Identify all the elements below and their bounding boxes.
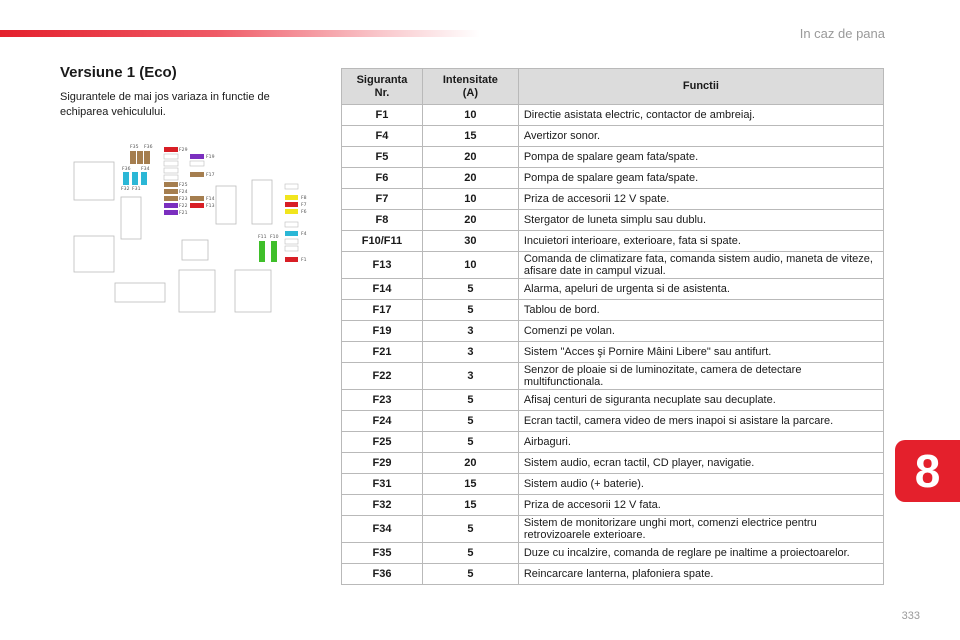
fuse-f13: [190, 203, 204, 208]
fuse-amperage: 10: [422, 189, 518, 210]
fuse-amperage: 20: [422, 168, 518, 189]
fuse-label: F8: [301, 196, 307, 201]
fuse-number: F14: [342, 279, 423, 300]
fuse-function: Comanda de climatizare fata, comanda sistem audio, maneta de viteze, afisare date in campul vizual.: [518, 252, 883, 279]
fuse-f34: [144, 151, 150, 164]
table-row: [342, 543, 884, 564]
fuse-number: F13: [342, 252, 423, 279]
fuse-f23: [164, 196, 178, 201]
table-row: [342, 126, 884, 147]
fuse-function: Tablou de bord.: [518, 300, 883, 321]
fuse-f6: [285, 209, 298, 214]
table-row: [342, 495, 884, 516]
fuse-amperage: 10: [422, 252, 518, 279]
fuse-slot: [285, 184, 298, 189]
fuse-table: [341, 68, 884, 585]
module-outline: [179, 270, 215, 312]
fuse-amperage: 20: [422, 453, 518, 474]
fuse-f32: [123, 172, 129, 185]
page-number: 333: [901, 610, 920, 622]
column-header-functions: [518, 69, 883, 105]
fuse-number: F35: [342, 543, 423, 564]
table-row: [342, 342, 884, 363]
fuse-number: F17: [342, 300, 423, 321]
fuse-slot: [164, 154, 178, 159]
fuse-slot: [285, 239, 298, 244]
fuse-number: F7: [342, 189, 423, 210]
table-row: [342, 105, 884, 126]
fuse-number: F10/F11: [342, 231, 423, 252]
fuse-amperage: 5: [422, 279, 518, 300]
fuse-f4: [285, 231, 298, 236]
fuse-label: F13: [206, 204, 215, 209]
fuse-amperage: 15: [422, 495, 518, 516]
fuse-amperage: 3: [422, 363, 518, 390]
table-row: [342, 432, 884, 453]
header-text: Intensitate (A): [442, 73, 498, 99]
fuse-function: Directie asistata electric, contactor de ambreiaj.: [518, 105, 883, 126]
fuse-function: Alarma, apeluri de urgenta si de asistenta.: [518, 279, 883, 300]
table-row: [342, 363, 884, 390]
fuse-function: Ecran tactil, camera video de mers inapoi si asistare la parcare.: [518, 411, 883, 432]
fuse-slot: [164, 168, 178, 173]
fuse-label: F21: [179, 211, 188, 216]
table-row: [342, 300, 884, 321]
fuse-function: Priza de accesorii 12 V spate.: [518, 189, 883, 210]
fuse-f25: [164, 182, 178, 187]
table-row: [342, 210, 884, 231]
fuse-function: Duze cu incalzire, comanda de reglare pe inaltime a proiectoarelor.: [518, 543, 883, 564]
fuse-label: F24: [179, 190, 188, 195]
fuse-label: F23: [179, 197, 188, 202]
table-row: [342, 279, 884, 300]
fuse-number: F1: [342, 105, 423, 126]
fuse-function: Priza de accesorii 12 V fata.: [518, 495, 883, 516]
fuse-label: F29: [179, 148, 188, 153]
fuse-label: F35: [130, 145, 139, 150]
fuse-function: Afisaj centuri de siguranta necuplate sau decuplate.: [518, 390, 883, 411]
module-outline: [74, 236, 114, 272]
fuse-function: Sistem "Acces şi Pornire Mâini Libere" sau antifurt.: [518, 342, 883, 363]
fuse-label: F31: [132, 187, 141, 192]
fuse-slot: [164, 161, 178, 166]
fuse-f14: [190, 196, 204, 201]
fuse-label: F34: [141, 167, 150, 172]
section-header-label: In caz de pana: [799, 26, 885, 41]
fuse-label: F6: [301, 210, 307, 215]
fuse-number: F24: [342, 411, 423, 432]
fuse-f19: [190, 154, 204, 159]
fuse-amperage: 15: [422, 126, 518, 147]
fuse-amperage: 30: [422, 231, 518, 252]
fuse-label: F11: [258, 235, 267, 240]
table-row: [342, 453, 884, 474]
fuse-number: F29: [342, 453, 423, 474]
table-row: [342, 189, 884, 210]
intro-text: Sigurantele de mai jos variaza in functie de echiparea vehiculului.: [60, 91, 270, 118]
fuse-amperage: 15: [422, 474, 518, 495]
table-row: [342, 411, 884, 432]
fuse-number: F23: [342, 390, 423, 411]
fuse-f29: [164, 147, 178, 152]
fuse-function: Comenzi pe volan.: [518, 321, 883, 342]
fuse-amperage: 20: [422, 147, 518, 168]
module-outline: [235, 270, 271, 312]
fuse-number: F36: [342, 564, 423, 585]
fuse-f7: [285, 202, 298, 207]
column-header-fuse: [342, 69, 423, 105]
fuse-number: F22: [342, 363, 423, 390]
fuse-label: F25: [179, 183, 188, 188]
module-outline: [252, 180, 272, 224]
section-title: Versiune 1 (Eco): [60, 64, 177, 81]
table-row: [342, 231, 884, 252]
fuse-f22: [164, 203, 178, 208]
table-row: [342, 390, 884, 411]
fuse-function: Sistem audio, ecran tactil, CD player, navigatie.: [518, 453, 883, 474]
fuse-function: Avertizor sonor.: [518, 126, 883, 147]
fuse-number: F6: [342, 168, 423, 189]
fuse-label: F22: [179, 204, 188, 209]
fuse-f17: [190, 172, 204, 177]
fuse-label: F32: [121, 187, 130, 192]
fuse-label: F1: [301, 258, 307, 263]
fuse-f10: [271, 241, 277, 262]
fuse-f1: [285, 257, 298, 262]
table-row: [342, 564, 884, 585]
fuse-slot: [285, 246, 298, 251]
module-outline: [115, 283, 165, 302]
fuse-slot: [164, 175, 178, 180]
fuse-cyan: [141, 172, 147, 185]
fuse-function: Pompa de spalare geam fata/spate.: [518, 147, 883, 168]
fuse-function: Senzor de ploaie si de luminozitate, camera de detectare multifunctionala.: [518, 363, 883, 390]
fuse-f8: [285, 195, 298, 200]
table-row: [342, 321, 884, 342]
fuse-label: F14: [206, 197, 215, 202]
chapter-tab: [895, 440, 960, 502]
fuse-slot: [285, 222, 298, 227]
module-outline: [216, 186, 236, 224]
fuse-amperage: 10: [422, 105, 518, 126]
fuse-f35: [130, 151, 136, 164]
fuse-amperage: 3: [422, 342, 518, 363]
table-row: [342, 168, 884, 189]
fuse-function: Stergator de luneta simplu sau dublu.: [518, 210, 883, 231]
fuse-slot: [190, 161, 204, 166]
fuse-number: F19: [342, 321, 423, 342]
fuse-amperage: 5: [422, 432, 518, 453]
header-text: Siguranta Nr.: [356, 73, 408, 99]
fuse-number: F5: [342, 147, 423, 168]
column-header-amperage: [422, 69, 518, 105]
fuse-amperage: 5: [422, 390, 518, 411]
fuse-label: F17: [206, 173, 215, 178]
module-outline: [182, 240, 208, 260]
header-text: Functii: [682, 80, 719, 92]
fuse-number: F8: [342, 210, 423, 231]
fuse-function: Reincarcare lanterna, plafoniera spate.: [518, 564, 883, 585]
module-outline: [121, 197, 141, 239]
fuse-amperage: 3: [422, 321, 518, 342]
fuse-f36: [137, 151, 143, 164]
table-row: [342, 474, 884, 495]
fuse-f31: [132, 172, 138, 185]
fuse-label: F10: [270, 235, 279, 240]
fuse-amperage: 5: [422, 300, 518, 321]
fuse-label: F36: [144, 145, 153, 150]
fuse-label: F4: [301, 232, 307, 237]
fuse-function: Sistem audio (+ baterie).: [518, 474, 883, 495]
fuse-number: F34: [342, 516, 423, 543]
fuse-f21: [164, 210, 178, 215]
fuse-function: Incuietori interioare, exterioare, fata si spate.: [518, 231, 883, 252]
table-header-row: [342, 69, 884, 105]
fuse-number: F32: [342, 495, 423, 516]
fuse-amperage: 5: [422, 411, 518, 432]
table-row: [342, 147, 884, 168]
fuse-function: Pompa de spalare geam fata/spate.: [518, 168, 883, 189]
fuse-number: F21: [342, 342, 423, 363]
fuse-function: Sistem de monitorizare unghi mort, comenzi electrice pentru retrovizoarele exterioare.: [518, 516, 883, 543]
fuse-amperage: 5: [422, 516, 518, 543]
table-row: [342, 516, 884, 543]
fuse-function: Airbaguri.: [518, 432, 883, 453]
fuse-amperage: 20: [422, 210, 518, 231]
fuse-box-diagram: [68, 140, 320, 320]
fuse-amperage: 5: [422, 564, 518, 585]
fuse-label: F7: [301, 203, 307, 208]
top-accent-bar: [0, 30, 480, 37]
fuse-label: F19: [206, 155, 215, 160]
table-row: [342, 252, 884, 279]
fuse-number: F4: [342, 126, 423, 147]
fuse-f11: [259, 241, 265, 262]
fuse-f24: [164, 189, 178, 194]
fuse-amperage: 5: [422, 543, 518, 564]
chapter-number: 8: [914, 445, 941, 497]
fuse-label: F36: [122, 167, 131, 172]
fuse-number: F25: [342, 432, 423, 453]
fuse-number: F31: [342, 474, 423, 495]
module-outline: [74, 162, 114, 200]
